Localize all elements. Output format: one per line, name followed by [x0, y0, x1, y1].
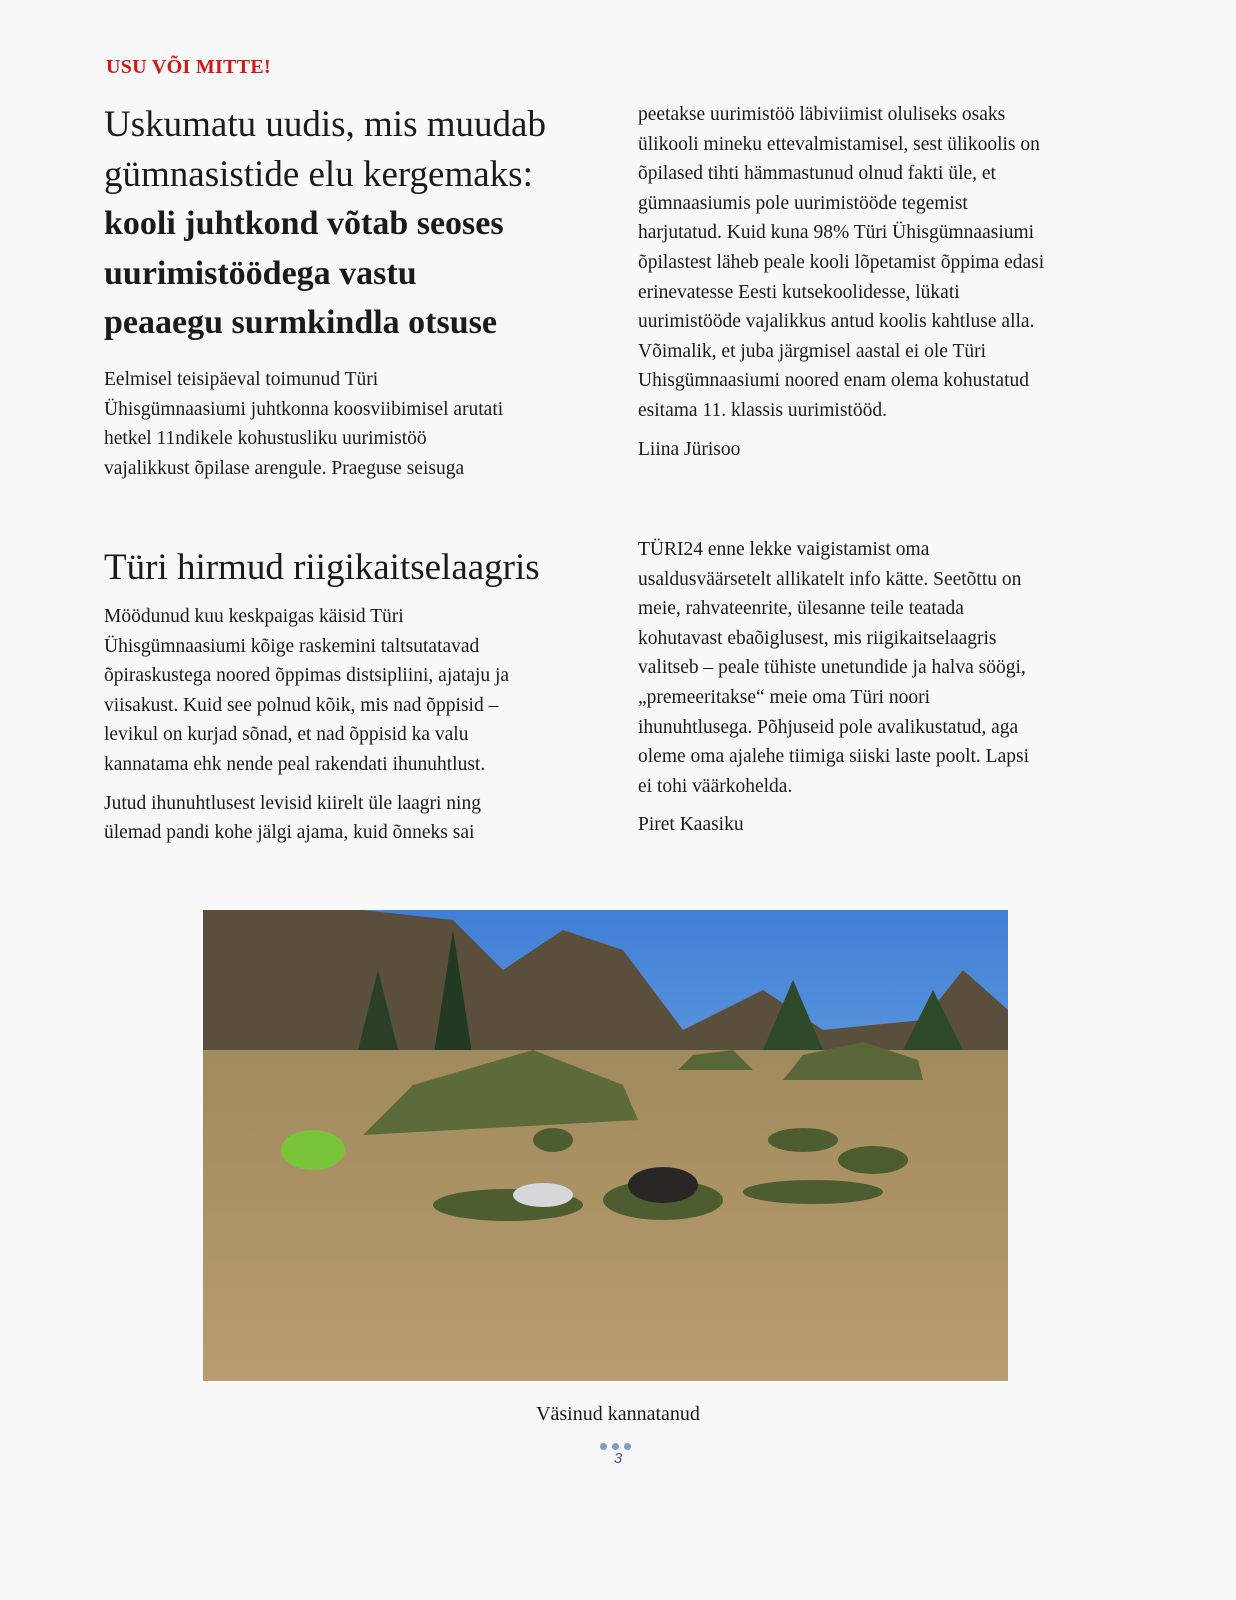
- text-line: harjutatud. Kuid kuna 98% Türi Ühisgümnaasiumi: [638, 222, 1035, 244]
- page-dots-ornament: [600, 1443, 631, 1450]
- text-line: Ühisgümnaasiumi kõige raskemini taltsutatavad: [104, 635, 480, 657]
- text-line: Võimalik, et juba järgmisel aastal ei ole Türi: [638, 340, 987, 362]
- text-line: usaldusväärsetelt allikatelt info kätte. Seetõttu on: [638, 568, 1022, 590]
- text-line: valitseb – peale tühiste unetundide ja halva söögi,: [638, 657, 1026, 679]
- text-line: ei tohi väärkohelda.: [638, 775, 793, 797]
- headline-line: gümnasistide elu kergemaks:: [104, 153, 533, 195]
- text-line: kannatama ehk nende peal rakendati ihunuhtlust.: [104, 753, 486, 775]
- text-line: Piret Kaasiku: [638, 814, 744, 836]
- text-line: vajalikkust õpilase arengule. Praeguse seisuga: [104, 457, 465, 479]
- headline-line: uurimistöödega vastu: [104, 254, 417, 292]
- photo-caption: Väsinud kannatanud: [536, 1403, 700, 1425]
- text-line: õpiraskustega noored õppimas distsipliini, ajataju ja: [104, 665, 510, 687]
- text-line: TÜRI24 enne lekke vaigistamist oma: [638, 539, 930, 560]
- article1-right-column: [638, 100, 1044, 473]
- text-line: Eelmisel teisipäeval toimunud Türi: [104, 369, 379, 390]
- paragraph: [104, 602, 509, 780]
- paragraph: [638, 535, 1029, 801]
- text-line: ihunuhtlusega. Põhjuseid pole avalikustatud, aga: [638, 716, 1019, 738]
- paragraph: [104, 789, 509, 848]
- text-line: Jutud ihunuhtlusest levisid kiirelt üle laagri ning: [104, 792, 481, 814]
- text-line: oleme oma ajalehe tiimiga siiski laste poolt. Lapsi: [638, 746, 1029, 768]
- text-line: meie, rahvateenrite, ülesanne teile teatada: [638, 598, 964, 620]
- paragraph: [104, 365, 503, 483]
- text-line: erinevatesse Eesti kutsekoolidesse, lükati: [638, 281, 960, 303]
- page-number: 3: [613, 1450, 623, 1467]
- article2-left-column: [104, 602, 509, 857]
- text-line: ülikooli mineku ettevalmistamisel, sest ülikoolis on: [638, 133, 1040, 155]
- camp-photo: [203, 910, 1008, 1381]
- paragraph: [638, 100, 1044, 426]
- text-line: viisakust. Kuid see polnud kõik, mis nad õppisid –: [104, 694, 499, 716]
- article2-headline: Türi hirmud riigikaitselaagris: [104, 547, 540, 588]
- headline-line: kooli juhtkond võtab seoses: [104, 205, 504, 242]
- text-line: gümnaasiumis pole uurimistööde tegemist: [638, 192, 968, 214]
- paragraph: [638, 810, 1029, 840]
- article1-left-column: [104, 365, 503, 492]
- text-line: Liina Jürisoo: [638, 438, 741, 460]
- text-line: Ühisgümnaasiumi juhtkonna koosviibimisel arutati: [104, 398, 504, 420]
- text-line: õpilased tihti hämmastunud olnud fakti üle, et: [638, 163, 996, 185]
- article2-right-column: [638, 535, 1029, 849]
- headline-line: Uskumatu uudis, mis muudab: [104, 104, 546, 145]
- paragraph: [638, 435, 1044, 465]
- article1-headline: [104, 100, 584, 348]
- text-line: levikul on kurjad sõnad, et nad õppisid ka valu: [104, 724, 469, 746]
- text-line: hetkel 11ndikele kohustusliku uurimistöö: [104, 428, 427, 450]
- text-line: esitama 11. klassis uurimistööd.: [638, 399, 887, 421]
- text-line: „premeeritakse“ meie oma Türi noori: [638, 686, 931, 708]
- text-line: Möödunud kuu keskpaigas käisid Türi: [104, 606, 404, 627]
- text-line: ülemad pandi kohe jälgi ajama, kuid õnneks sai: [104, 822, 475, 844]
- text-line: Uhisgümnaasiumi noored enam olema kohustatud: [638, 370, 1030, 392]
- text-line: õpilastest läheb peale kooli lõpetamist õppima edasi: [638, 251, 1045, 273]
- text-line: peetakse uurimistöö läbiviimist oluliseks osaks: [638, 104, 1006, 125]
- text-line: kohutavast ebaõiglusest, mis riigikaitselaagris: [638, 627, 997, 649]
- headline-line: peaaegu surmkindla otsuse: [104, 304, 497, 341]
- text-line: uurimistööde vajalikkus antud koolis kahtluse alla.: [638, 311, 1035, 333]
- section-kicker: USU VÕI MITTE!: [106, 56, 271, 78]
